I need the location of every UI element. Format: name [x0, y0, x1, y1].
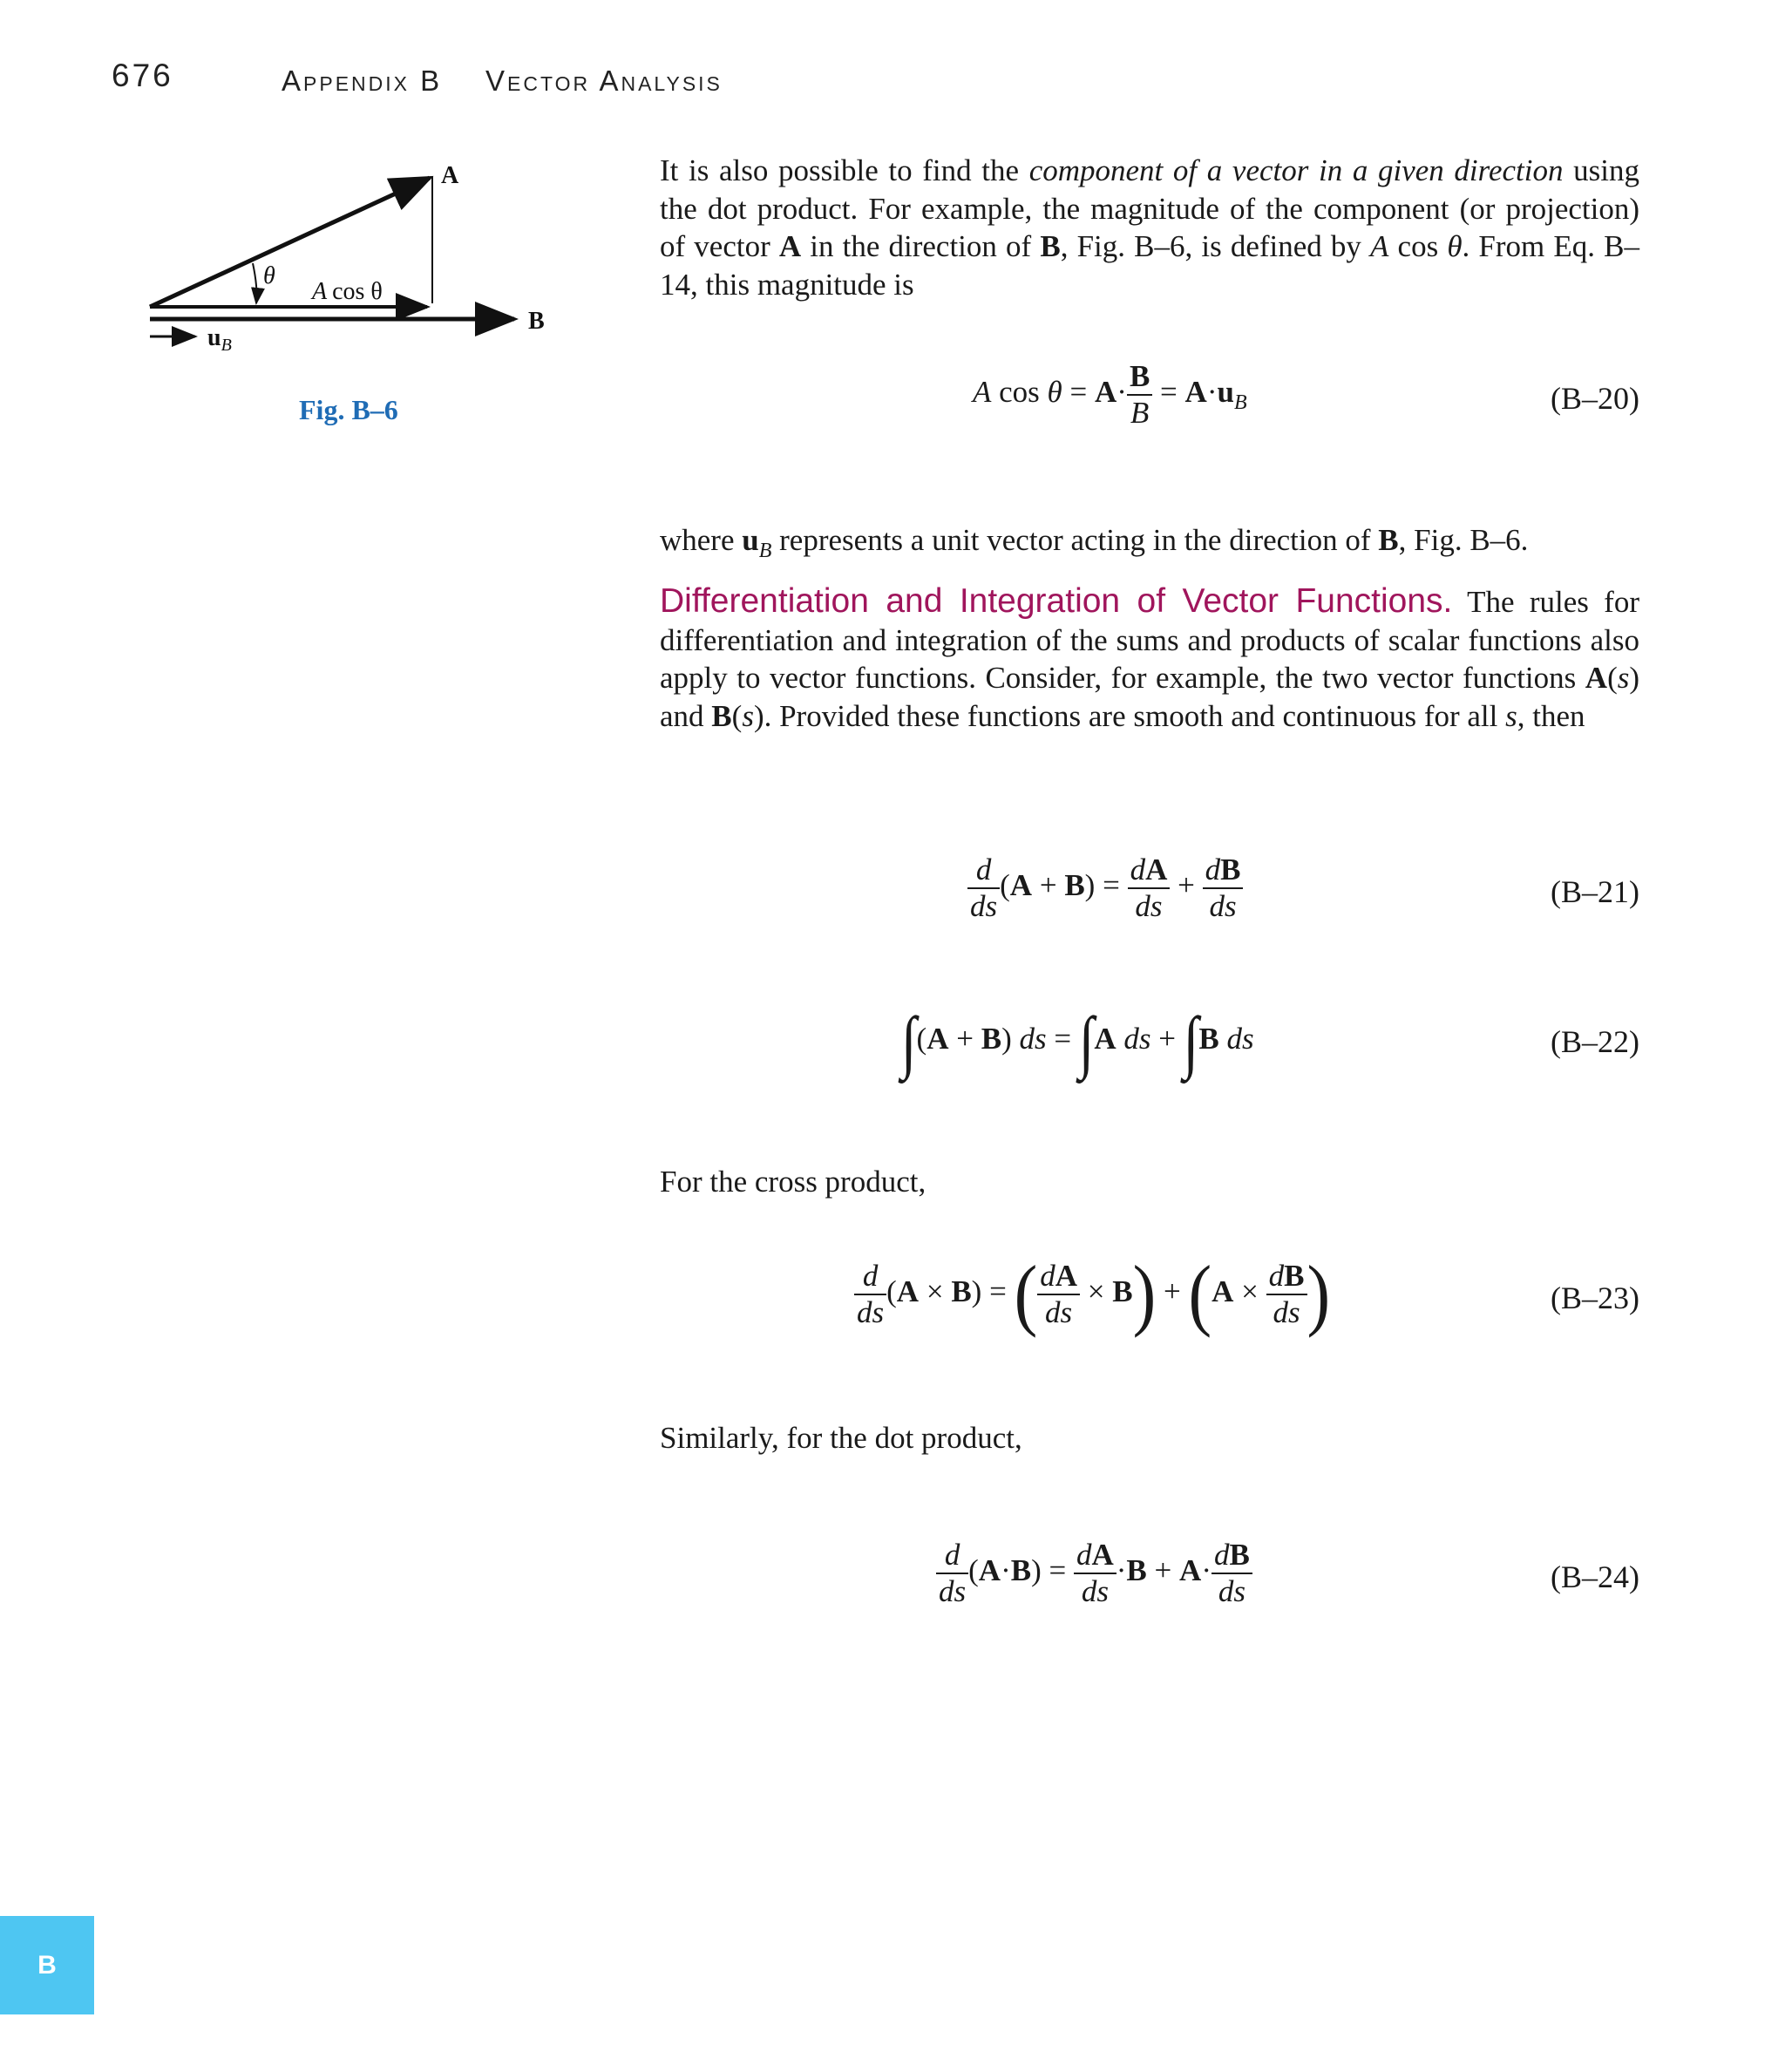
label-acos	[310, 278, 383, 305]
label-theta: θ	[263, 262, 275, 289]
equation-b22: ∫(A + B) ds = ∫A ds + ∫B ds	[901, 1002, 1254, 1080]
p1-text-11: . From Eq. B–14, this magnitude is	[660, 229, 1639, 302]
section-paragraph: Differentiation and Integration of Vector Functions. The rules for differentiation and integration of the sums and products of scalar functions also apply to vector functions. Consider, for example, the two vector functions A(s) and B(s). Provided these functions are smooth and continuous for all s, then	[660, 582, 1639, 733]
label-a: A	[441, 162, 459, 189]
section-heading: Differentiation and Integration of Vector Functions.	[660, 582, 1453, 620]
p1-text-9: cos	[1388, 229, 1448, 263]
p1-scalar-a: A	[1370, 229, 1389, 263]
label-u-sub: B	[221, 336, 232, 355]
equation-number-b21: (B–21)	[1551, 874, 1639, 909]
equation-number-b23: (B–23)	[1551, 1281, 1639, 1315]
p1-vector-a: A	[778, 229, 802, 263]
paragraph-1	[660, 152, 1639, 303]
p1-theta: θ	[1447, 229, 1463, 263]
paragraph-3: For the cross product,	[660, 1165, 926, 1199]
equation-number-b20: (B–20)	[1551, 381, 1639, 416]
appendix-tab: B	[0, 1916, 94, 2014]
label-acos-b: cos θ	[332, 278, 383, 305]
equation-b21: $\frac{d}{ds}$ (A + B) = $\frac{dA}{ds}$ + $\frac{dB}{ds}$	[967, 853, 1243, 924]
label-acos-a: A	[312, 278, 328, 305]
label-b: B	[528, 308, 545, 335]
running-head-appendix: Appendix B	[282, 65, 443, 97]
equation-b20: A cos θ = A· $\frac{B}{B}$ = $A\cdot u_B$	[973, 359, 1247, 430]
p1-text-3: using the dot product. For example, the magnitude of the component (or projection) of vector	[660, 153, 1639, 263]
page-number: 676	[112, 58, 173, 93]
figure-b6	[139, 157, 575, 375]
equation-b24: $\frac{d}{ds}$ (A·B) = $\frac{dA}{ds}$ ·B + A· $\frac{dB}{ds}$	[936, 1538, 1252, 1609]
vector-a-arrow	[150, 178, 430, 307]
p1-italic-phrase: component of a vector in a given direction	[1028, 153, 1564, 187]
p1-text-5: in the direction of	[801, 229, 1041, 263]
angle-arc	[253, 263, 257, 303]
label-u-main: u	[207, 324, 221, 351]
figure-caption: Fig. B–6	[299, 394, 398, 425]
equation-number-b24: (B–24)	[1551, 1559, 1639, 1594]
p1-vector-b: B	[1040, 229, 1061, 263]
label-u	[207, 324, 232, 355]
running-head-title: Vector Analysis	[485, 65, 723, 97]
equation-b23: $\frac{d}{ds}$ (A × B) = ( $\frac{dA}{ds}$ × B) + (A × $\frac{dB}{ds}$ )	[854, 1259, 1330, 1330]
paragraph-4: Similarly, for the dot product,	[660, 1421, 1022, 1455]
p1-text-7: , Fig. B–6, is defined by	[1060, 229, 1371, 263]
paragraph-2: where $u_B$ represents a unit vector acting in the direction of B, Fig. B–6.	[660, 523, 1529, 562]
eq20-fraction: $\frac{B}{B}$	[1127, 359, 1152, 431]
p1-text-1: It is also possible to find the	[660, 153, 1029, 187]
equation-number-b22: (B–22)	[1551, 1024, 1639, 1059]
